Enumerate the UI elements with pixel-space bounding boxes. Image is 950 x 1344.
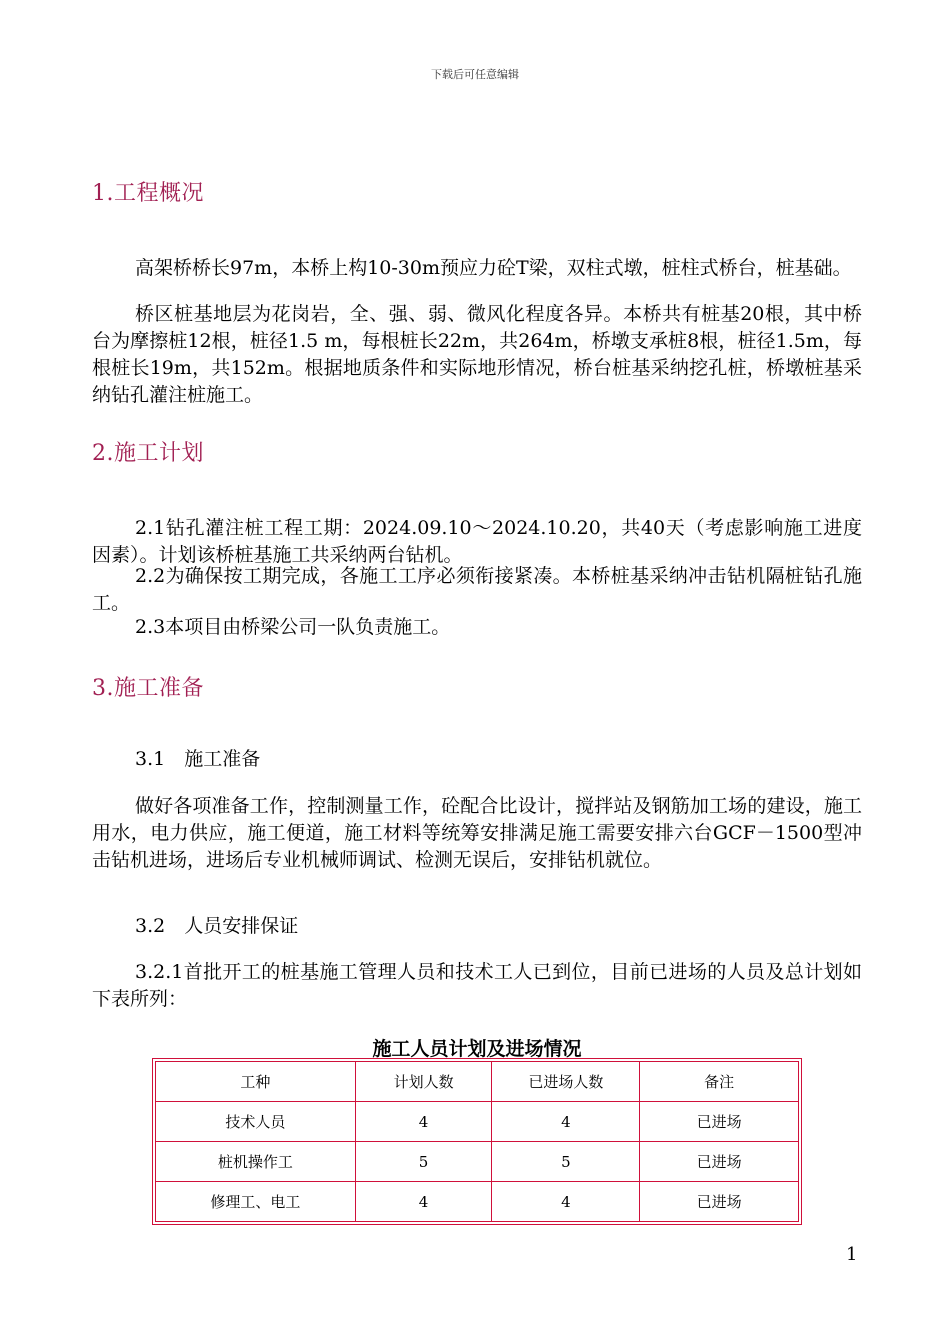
- table-cell: 修理工、电工: [156, 1182, 356, 1222]
- table-cell: 5: [355, 1142, 492, 1182]
- table-cell: 已进场: [640, 1142, 799, 1182]
- section-heading-plan: 2.施工计划: [92, 441, 204, 466]
- table-cell: 已进场: [640, 1102, 799, 1142]
- section-heading-preparation: 3.施工准备: [92, 676, 204, 701]
- column-header-trade: 工种: [156, 1062, 356, 1102]
- paragraph-bridge-structure: 高架桥桥长97m，本桥上构10-30m预应力砼T梁，双柱式墩，桩柱式桥台，桩基础。: [135, 257, 852, 279]
- table-cell: 5: [492, 1142, 640, 1182]
- table-cell: 4: [492, 1182, 640, 1222]
- paragraph-3-2-1: 3.2.1首批开工的桩基施工管理人员和技术工人已到位，目前已进场的人员及总计划如下表所列：: [92, 961, 862, 1010]
- paragraph-plan-2-3: 2.3本项目由桥梁公司一队负责施工。: [135, 616, 451, 638]
- table-cell: 已进场: [640, 1182, 799, 1222]
- paragraph-plan-2-1: 2.1钻孔灌注桩工程工期：2024.09.10～2024.10.20，共40天（考虑影响施工进度因素）。计划该桥桩基施工共采纳两台钻机。: [92, 517, 862, 566]
- table-header-row: [156, 1062, 799, 1102]
- table-cell: 4: [355, 1182, 492, 1222]
- table-cell: 4: [492, 1102, 640, 1142]
- paragraph-preparation-work: 做好各项准备工作，控制测量工作，砼配合比设计，搅拌站及钢筋加工场的建设，施工用水，电力供应，施工便道，施工材料等统筹安排满足施工需要安排六台GCF－1500型冲击钻机进场，进场后专业机械师调试、检测无误后，安排钻机就位。: [92, 795, 862, 871]
- column-header-arrived: 已进场人数: [492, 1062, 640, 1102]
- table-row: [156, 1142, 799, 1182]
- table-cell: 4: [355, 1102, 492, 1142]
- table-cell: 桩机操作工: [156, 1142, 356, 1182]
- table-cell: 技术人员: [156, 1102, 356, 1142]
- subheading-3-1: 3.1 施工准备: [135, 748, 261, 770]
- paragraph-plan-2-2: 2.2为确保按工期完成，各施工工序必须衔接紧凑。本桥桩基采纳冲击钻机隔桩钻孔施工。: [92, 565, 862, 614]
- column-header-planned: 计划人数: [355, 1062, 492, 1102]
- staff-table-frame: [152, 1058, 802, 1225]
- table-row: [156, 1102, 799, 1142]
- subheading-3-2: 3.2 人员安排保证: [135, 915, 299, 937]
- staff-table: [155, 1061, 799, 1222]
- header-note: 下载后可任意编辑: [431, 68, 519, 81]
- page-number: 1: [846, 1244, 858, 1265]
- table-title: 施工人员计划及进场情况: [372, 1038, 582, 1060]
- column-header-remarks: 备注: [640, 1062, 799, 1102]
- table-row: [156, 1182, 799, 1222]
- paragraph-pile-geology: 桥区桩基地层为花岗岩，全、强、弱、微风化程度各异。本桥共有桩基20根，其中桥台为摩擦桩12根，桩径1.5 m，每根桩长22m，共264m，桥墩支承桩8根，桩径1.5m，每根桩长19m，共152m。根据地质条件和实际地形情况，桥台桩基采纳挖孔桩，桥墩桩基采纳钻孔灌注桩施工。: [92, 303, 862, 406]
- section-heading-overview: 1.工程概况: [92, 181, 204, 206]
